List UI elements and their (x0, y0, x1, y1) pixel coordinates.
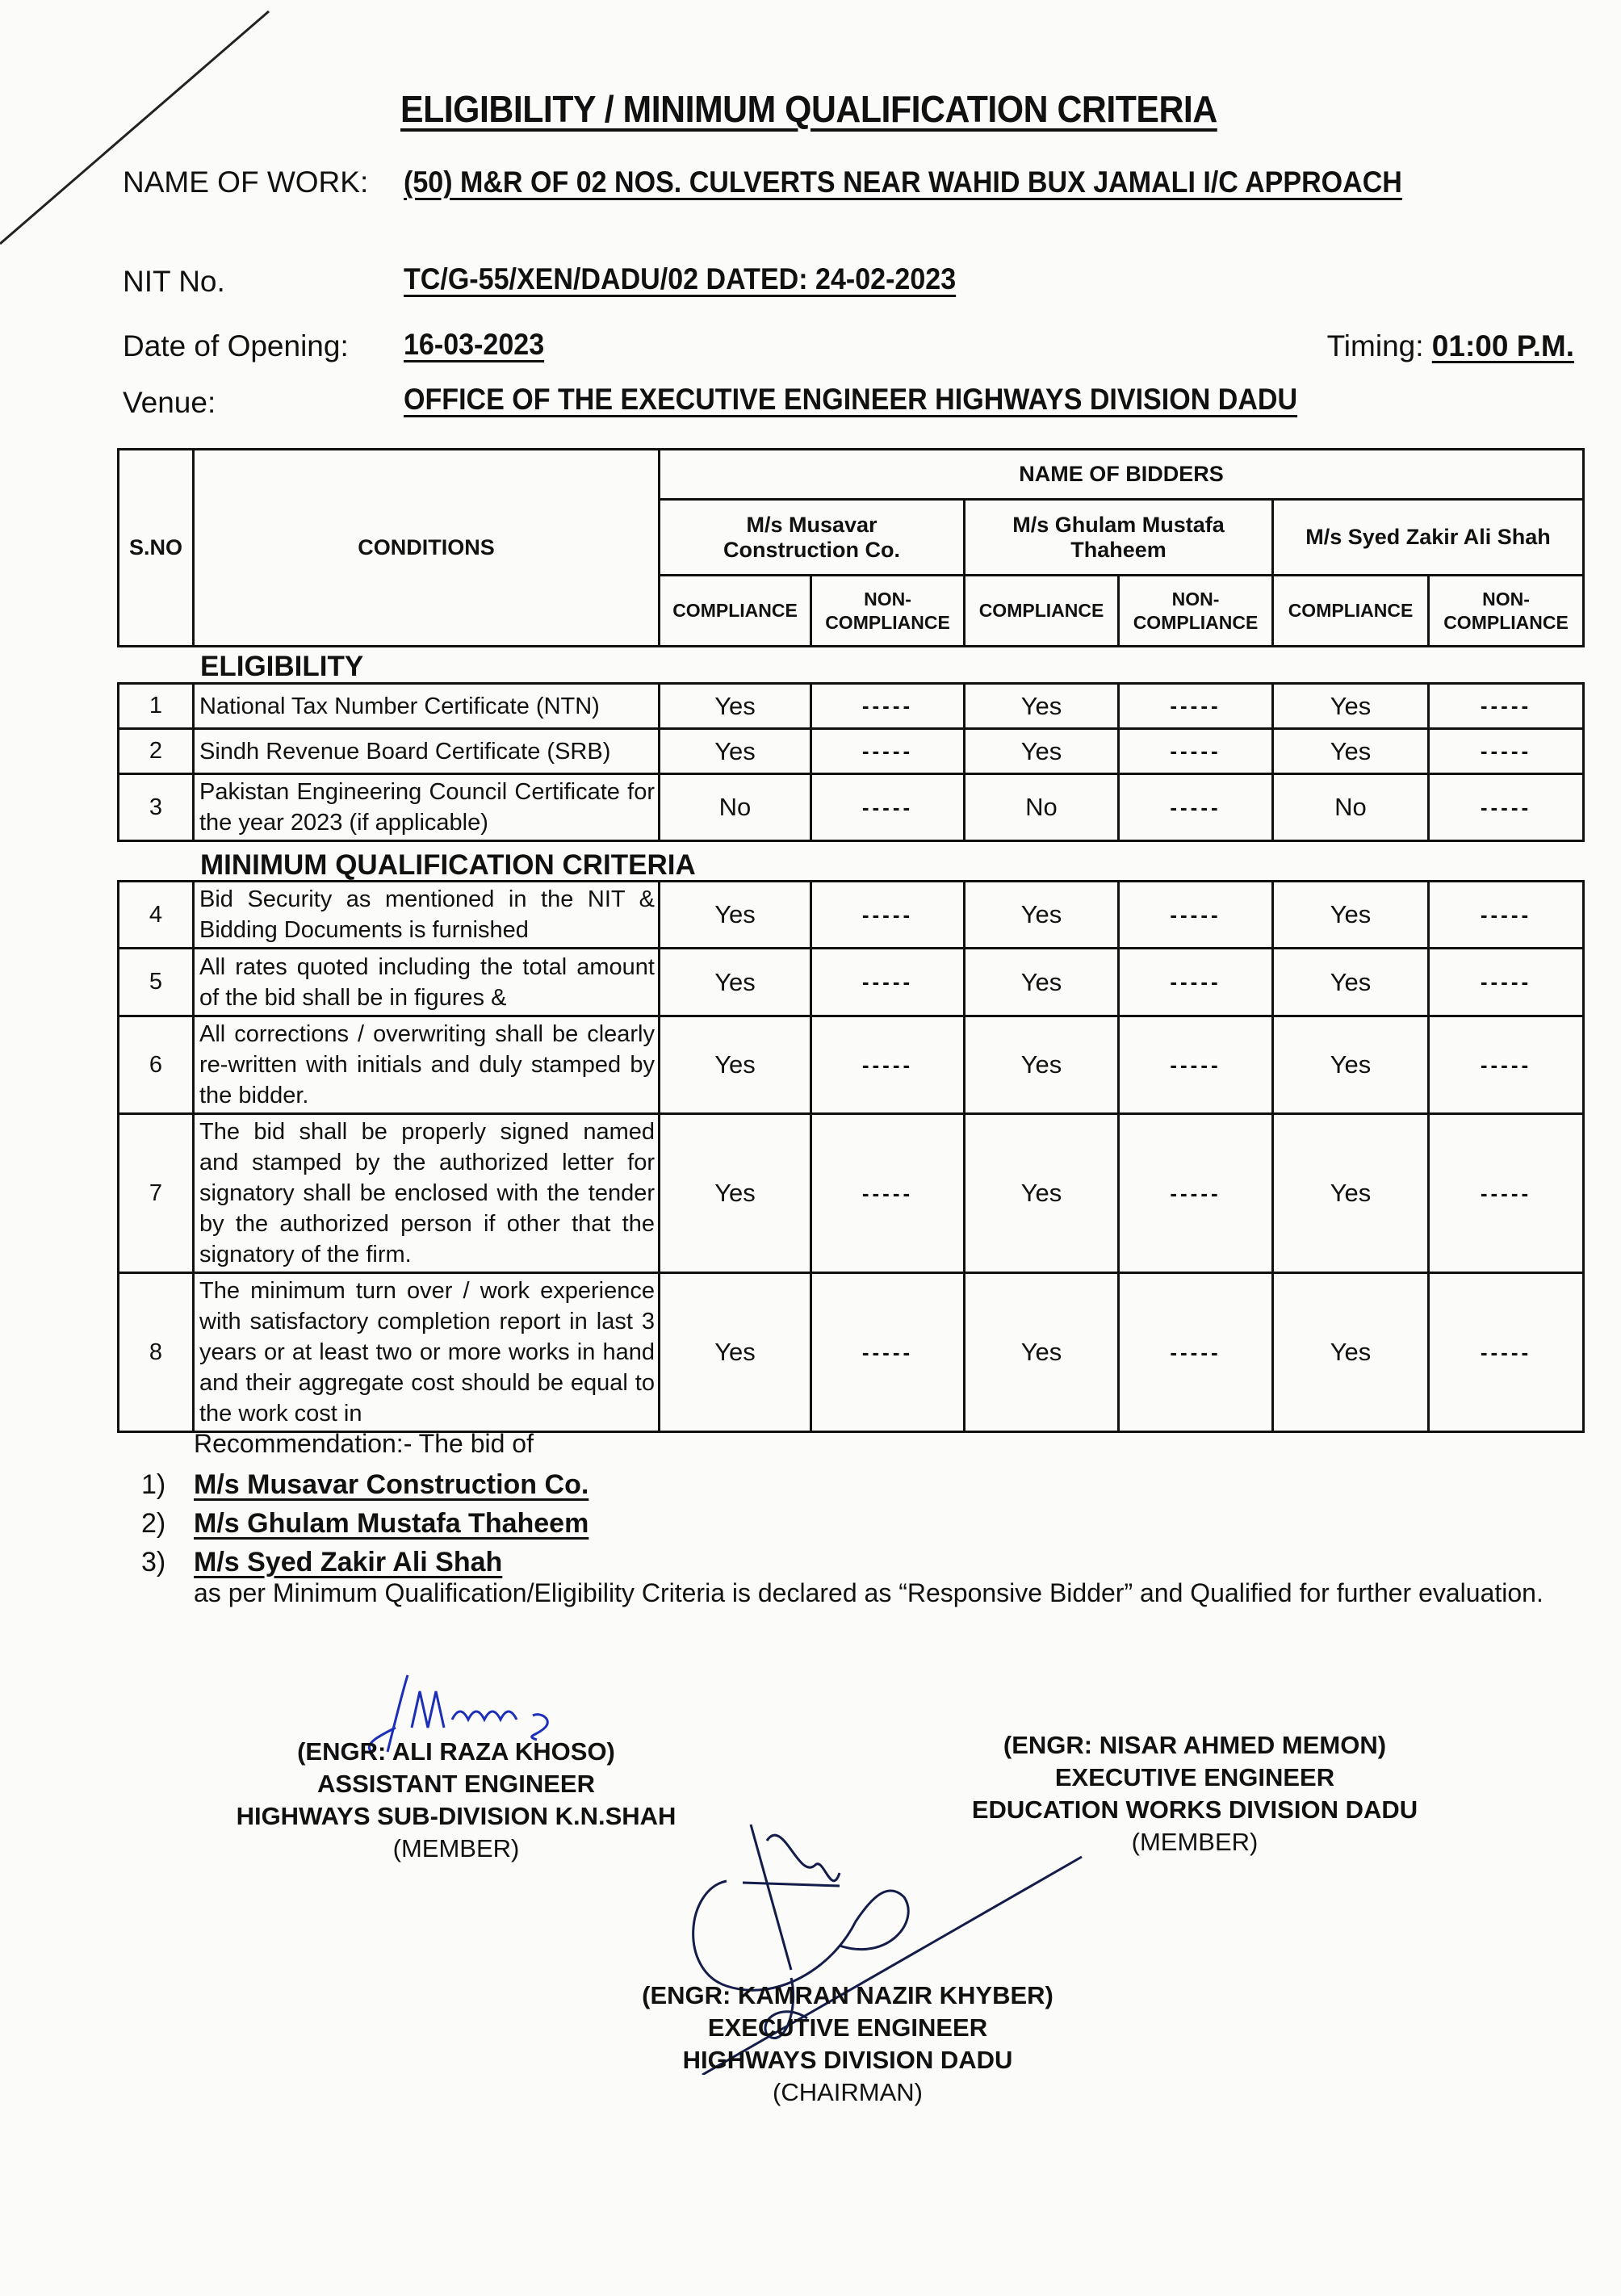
bidder-2-noncompliance: ----- (1119, 1273, 1273, 1432)
bidder-2-noncompliance: ----- (1119, 684, 1273, 729)
bidder-1-compliance: Yes (660, 949, 811, 1016)
bidder-1-compliance: Yes (660, 882, 811, 949)
bidder-1-noncompliance: ----- (811, 684, 965, 729)
bidder-3-compliance: Yes (1273, 1114, 1429, 1273)
bidder-1-header (660, 500, 965, 576)
bidder-2-compliance: Yes (965, 882, 1119, 949)
signatory-1-office: HIGHWAYS SUB-DIVISION K.N.SHAH (236, 1802, 676, 1830)
row-condition: The bid shall be properly signed named and stamped by the authorized letter for signatory shall be enclosed with the tender by the authorized person if other that the signatory of the firm. (194, 1114, 660, 1273)
bidder-1-noncompliance: ----- (811, 1273, 965, 1432)
bidder-1-compliance: Yes (660, 1273, 811, 1432)
timing (1327, 329, 1574, 363)
bidder-3-name-line1: M/s Syed Zakir Ali Shah (1305, 525, 1551, 549)
bidder-3-compliance-header: COMPLIANCE (1273, 576, 1429, 647)
bidder-1-compliance: Yes (660, 729, 811, 774)
bidder-1-noncompliance: ----- (811, 729, 965, 774)
bidder-3-compliance: Yes (1273, 1273, 1429, 1432)
conditions-header: CONDITIONS (194, 450, 660, 647)
eligibility-table (117, 682, 1585, 842)
bidder-2-noncompliance: ----- (1119, 949, 1273, 1016)
bidder-2-noncompliance: ----- (1119, 774, 1273, 841)
signatory-3 (605, 1980, 1090, 2109)
signatory-2-office: EDUCATION WORKS DIVISION DADU (971, 1795, 1418, 1824)
row-sno: 8 (119, 1273, 194, 1432)
bidder-2-noncompliance: ----- (1119, 1016, 1273, 1114)
signatory-1-role: (MEMBER) (392, 1834, 520, 1862)
bidder-1-noncompliance: ----- (811, 1016, 965, 1114)
date-of-opening-label: Date of Opening: (123, 329, 349, 362)
signatory-3-office: HIGHWAYS DIVISION DADU (682, 2046, 1013, 2074)
bidder-3-header (1273, 500, 1584, 576)
row-condition: The minimum turn over / work experience with satisfactory completion report in last 3 years or at least two or more works in hand and their aggregate cost should be equal to the work cost in (194, 1273, 660, 1432)
name-of-work-label: NAME OF WORK: (123, 165, 369, 199)
bidder-3-noncompliance: ----- (1429, 1016, 1584, 1114)
venue-value: OFFICE OF THE EXECUTIVE ENGINEER HIGHWAYS DIVISION DADU (404, 383, 1298, 416)
table-row (119, 1273, 1584, 1432)
row-sno: 5 (119, 949, 194, 1016)
signatory-3-title: EXECUTIVE ENGINEER (707, 2013, 988, 2042)
bidder-2-noncompliance: ----- (1119, 729, 1273, 774)
bidder-2-noncompliance: ----- (1119, 882, 1273, 949)
row-condition: All corrections / overwriting shall be clearly re-written with initials and duly stamped by the bidder. (194, 1016, 660, 1114)
row-sno: 6 (119, 1016, 194, 1114)
table-row (119, 1016, 1584, 1114)
signatory-1 (222, 1736, 690, 1865)
bidder-3-noncompliance: ----- (1429, 1114, 1584, 1273)
row-condition: National Tax Number Certificate (NTN) (194, 684, 660, 729)
sno-header: S.NO (119, 450, 194, 647)
row-condition: Pakistan Engineering Council Certificate for the year 2023 (if applicable) (194, 774, 660, 841)
bidder-3-noncompliance-header: NON- COMPLIANCE (1429, 576, 1584, 647)
signatory-2-name: (ENGR: NISAR AHMED MEMON) (1003, 1731, 1387, 1759)
bidder-2-name-line2: Thaheem (1070, 537, 1167, 562)
row-condition: Sindh Revenue Board Certificate (SRB) (194, 729, 660, 774)
recommended-bidder-3: 3) M/s Syed Zakir Ali Shah (141, 1547, 503, 1577)
mqc-table (117, 880, 1585, 1433)
table-row (119, 1114, 1584, 1273)
bidder-1-noncompliance: ----- (811, 949, 965, 1016)
bidder-3-compliance: Yes (1273, 684, 1429, 729)
bidder-3-noncompliance: ----- (1429, 949, 1584, 1016)
document-title: ELIGIBILITY / MINIMUM QUALIFICATION CRITERIA (400, 88, 1217, 130)
row-sno: 3 (119, 774, 194, 841)
bidder-3-compliance: Yes (1273, 1016, 1429, 1114)
timing-label: Timing: (1326, 329, 1424, 362)
recommendation-intro: Recommendation:- The bid of (194, 1429, 534, 1458)
bidder-1-noncompliance: ----- (811, 1114, 965, 1273)
bidder-1-noncompliance: ----- (811, 882, 965, 949)
bidder-2-compliance: Yes (965, 1273, 1119, 1432)
signatory-1-title: ASSISTANT ENGINEER (317, 1770, 595, 1798)
date-of-opening-value: 16-03-2023 (404, 328, 545, 361)
name-of-bidders-header: NAME OF BIDDERS (660, 450, 1584, 500)
recommended-bidder-1: 1) M/s Musavar Construction Co. (141, 1469, 589, 1500)
timing-value: 01:00 P.M. (1431, 329, 1574, 362)
bidder-2-compliance: Yes (965, 1016, 1119, 1114)
bidder-1-compliance-header: COMPLIANCE (660, 576, 811, 647)
bidder-3-noncompliance: ----- (1429, 774, 1584, 841)
bidder-3-compliance: Yes (1273, 949, 1429, 1016)
bidder-3-noncompliance: ----- (1429, 684, 1584, 729)
bidder-3-noncompliance: ----- (1429, 1273, 1584, 1432)
bidder-1-noncompliance: ----- (811, 774, 965, 841)
table-row (119, 774, 1584, 841)
recommendation-conclusion: as per Minimum Qualification/Eligibility Criteria is declared as “Responsive Bidder” and Qualified for further evaluation. (194, 1578, 1544, 1607)
bidder-2-header (965, 500, 1273, 576)
bidder-2-compliance: Yes (965, 684, 1119, 729)
bidder-2-noncompliance-header: NON- COMPLIANCE (1119, 576, 1273, 647)
row-sno: 4 (119, 882, 194, 949)
bidder-2-noncompliance: ----- (1119, 1114, 1273, 1273)
bidder-3-compliance: Yes (1273, 882, 1429, 949)
bidder-3-compliance: No (1273, 774, 1429, 841)
row-sno: 2 (119, 729, 194, 774)
bidder-1-noncompliance-header: NON- COMPLIANCE (811, 576, 965, 647)
bidder-1-name-line2: Construction Co. (723, 537, 900, 562)
bidder-3-noncompliance: ----- (1429, 729, 1584, 774)
bidder-1-compliance: Yes (660, 1114, 811, 1273)
bidders-header-table (117, 448, 1585, 647)
bidder-2-compliance: Yes (965, 1114, 1119, 1273)
nit-label: NIT No. (123, 265, 225, 298)
signatory-2-title: EXECUTIVE ENGINEER (1054, 1763, 1335, 1791)
signatory-3-role: (CHAIRMAN) (773, 2078, 923, 2106)
bidder-1-compliance: No (660, 774, 811, 841)
signatory-2-role: (MEMBER) (1131, 1828, 1259, 1856)
recommended-bidder-2: 2) M/s Ghulam Mustafa Thaheem (141, 1508, 589, 1539)
bidder-2-compliance: No (965, 774, 1119, 841)
name-of-work-value: (50) M&R OF 02 NOS. CULVERTS NEAR WAHID BUX JAMALI I/C APPROACH (404, 165, 1402, 199)
table-row (119, 684, 1584, 729)
signatory-3-name: (ENGR: KAMRAN NAZIR KHYBER) (642, 1981, 1053, 2009)
bidder-2-compliance-header: COMPLIANCE (965, 576, 1119, 647)
row-sno: 1 (119, 684, 194, 729)
table-row (119, 949, 1584, 1016)
corner-fold-line (0, 0, 274, 258)
bidder-2-compliance: Yes (965, 949, 1119, 1016)
signatory-1-name: (ENGR: ALI RAZA KHOSO) (297, 1737, 615, 1766)
bidder-2-compliance: Yes (965, 729, 1119, 774)
bidder-1-compliance: Yes (660, 684, 811, 729)
row-condition: All rates quoted including the total amount of the bid shall be in figures & (194, 949, 660, 1016)
nit-value: TC/G-55/XEN/DADU/02 DATED: 24-02-2023 (404, 262, 957, 295)
bidder-1-name-line1: M/s Musavar (746, 512, 878, 537)
table-row (119, 729, 1584, 774)
bidder-2-name-line1: M/s Ghulam Mustafa (1012, 512, 1225, 537)
section-minimum-qualification: MINIMUM QUALIFICATION CRITERIA (200, 849, 696, 881)
table-row (119, 882, 1584, 949)
venue-label: Venue: (123, 386, 216, 419)
bidder-3-compliance: Yes (1273, 729, 1429, 774)
section-eligibility: ELIGIBILITY (200, 651, 364, 682)
row-sno: 7 (119, 1114, 194, 1273)
row-condition: Bid Security as mentioned in the NIT & Bidding Documents is furnished (194, 882, 660, 949)
bidder-1-compliance: Yes (660, 1016, 811, 1114)
bidder-3-noncompliance: ----- (1429, 882, 1584, 949)
